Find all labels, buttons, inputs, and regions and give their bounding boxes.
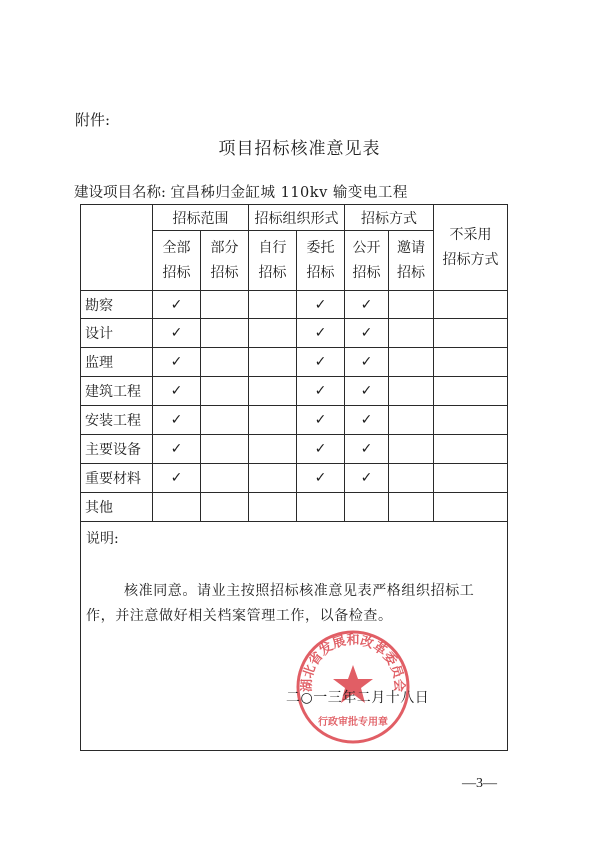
approval-date: 二○一三年二月十八日 bbox=[286, 690, 430, 706]
check-mark-icon: ✓ bbox=[170, 354, 183, 370]
row-mark-cell bbox=[153, 435, 201, 464]
row-mark-cell bbox=[297, 493, 345, 522]
row-mark-cell bbox=[153, 464, 201, 493]
seal-arc-text: 湖北省发展和改革委员会 bbox=[299, 633, 407, 693]
row-mark-cell bbox=[345, 348, 389, 377]
row-mark-cell bbox=[249, 377, 297, 406]
row-mark-cell bbox=[345, 319, 389, 348]
header-self-line1: 自行 bbox=[258, 239, 287, 256]
check-mark-icon: ✓ bbox=[314, 412, 327, 428]
row-mark-cell bbox=[389, 291, 434, 319]
row-item-name: 安装工程 bbox=[81, 406, 153, 435]
row-mark-cell bbox=[389, 348, 434, 377]
row-item-name: 其他 bbox=[81, 493, 153, 522]
header-no-bidding bbox=[434, 205, 508, 291]
check-mark-icon: ✓ bbox=[170, 470, 183, 486]
row-mark-cell bbox=[345, 464, 389, 493]
table-row bbox=[81, 348, 508, 377]
header-self-bidding bbox=[249, 231, 297, 291]
row-mark-cell bbox=[153, 291, 201, 319]
row-mark-cell bbox=[297, 435, 345, 464]
approval-table bbox=[80, 204, 508, 751]
row-mark-cell bbox=[345, 291, 389, 319]
row-mark-cell bbox=[434, 435, 508, 464]
project-name-value: 宜昌秭归金缸城 110kv 输变电工程 bbox=[170, 185, 408, 201]
row-mark-cell bbox=[389, 435, 434, 464]
header-invited-line2: 招标 bbox=[397, 264, 425, 281]
row-item-name: 设计 bbox=[81, 319, 153, 348]
row-item-name: 建筑工程 bbox=[81, 377, 153, 406]
row-mark-cell bbox=[201, 348, 249, 377]
check-mark-icon: ✓ bbox=[360, 354, 373, 370]
row-mark-cell bbox=[345, 493, 389, 522]
attachment-label: 附件: bbox=[75, 111, 111, 129]
header-partial-line2: 招标 bbox=[210, 264, 239, 281]
check-mark-icon: ✓ bbox=[360, 470, 373, 486]
row-mark-cell bbox=[201, 493, 249, 522]
remarks-cell bbox=[81, 522, 508, 751]
check-mark-icon: ✓ bbox=[170, 441, 183, 457]
header-entrusted-bidding bbox=[297, 231, 345, 291]
check-mark-icon: ✓ bbox=[314, 296, 327, 313]
row-mark-cell bbox=[297, 348, 345, 377]
row-mark-cell bbox=[434, 493, 508, 522]
row-mark-cell bbox=[249, 435, 297, 464]
row-mark-cell bbox=[434, 319, 508, 348]
project-name-label: 建设项目名称: bbox=[74, 185, 166, 201]
row-mark-cell bbox=[389, 464, 434, 493]
check-mark-icon: ✓ bbox=[360, 412, 373, 428]
row-mark-cell bbox=[434, 291, 508, 319]
row-mark-cell bbox=[389, 377, 434, 406]
remarks-text-line1: 核准同意。请业主按照招标核准意见表严格组织招标工 bbox=[124, 583, 475, 599]
table-row bbox=[81, 464, 508, 493]
check-mark-icon: ✓ bbox=[314, 325, 327, 341]
table-row bbox=[81, 406, 508, 435]
table-row bbox=[81, 493, 508, 522]
row-mark-cell bbox=[297, 319, 345, 348]
row-mark-cell bbox=[389, 319, 434, 348]
header-scope: 招标范围 bbox=[153, 205, 249, 231]
row-mark-cell bbox=[434, 348, 508, 377]
row-mark-cell bbox=[201, 435, 249, 464]
row-mark-cell bbox=[153, 377, 201, 406]
row-item-name: 重要材料 bbox=[81, 464, 153, 493]
row-mark-cell bbox=[201, 377, 249, 406]
remarks-text-line2: 作，并注意做好相关档案管理工作，以备检查。 bbox=[86, 608, 393, 624]
row-mark-cell bbox=[249, 493, 297, 522]
check-mark-icon: ✓ bbox=[170, 412, 183, 428]
row-mark-cell bbox=[153, 493, 201, 522]
table-row bbox=[81, 435, 508, 464]
row-mark-cell bbox=[297, 291, 345, 319]
row-mark-cell bbox=[249, 406, 297, 435]
row-mark-cell bbox=[297, 406, 345, 435]
check-mark-icon: ✓ bbox=[170, 296, 183, 313]
table-row bbox=[81, 291, 508, 319]
header-organization-form: 招标组织形式 bbox=[249, 205, 345, 231]
check-mark-icon: ✓ bbox=[314, 383, 327, 399]
row-mark-cell bbox=[249, 319, 297, 348]
row-mark-cell bbox=[201, 406, 249, 435]
row-mark-cell bbox=[345, 435, 389, 464]
check-mark-icon: ✓ bbox=[314, 354, 327, 370]
row-mark-cell bbox=[249, 348, 297, 377]
seal-bottom-text: 行政审批专用章 bbox=[318, 717, 388, 728]
table-row bbox=[81, 377, 508, 406]
row-mark-cell bbox=[345, 406, 389, 435]
row-mark-cell bbox=[249, 464, 297, 493]
row-mark-cell bbox=[201, 291, 249, 319]
check-mark-icon: ✓ bbox=[360, 296, 373, 313]
table-row bbox=[81, 319, 508, 348]
remarks-label: 说明: bbox=[86, 531, 119, 547]
row-mark-cell bbox=[249, 291, 297, 319]
check-mark-icon: ✓ bbox=[360, 325, 373, 341]
row-mark-cell bbox=[389, 493, 434, 522]
check-mark-icon: ✓ bbox=[314, 470, 327, 486]
row-item-name: 监理 bbox=[81, 348, 153, 377]
form-title: 项目招标核准意见表 bbox=[218, 139, 381, 159]
check-mark-icon: ✓ bbox=[360, 441, 373, 457]
row-mark-cell bbox=[201, 464, 249, 493]
header-full-bidding bbox=[153, 231, 201, 291]
project-name-line bbox=[74, 181, 408, 202]
check-mark-icon: ✓ bbox=[360, 383, 373, 399]
row-mark-cell bbox=[297, 377, 345, 406]
header-entrusted-line1: 委托 bbox=[306, 239, 335, 256]
row-mark-cell bbox=[201, 319, 249, 348]
header-open-line1: 公开 bbox=[352, 239, 381, 256]
header-no-bidding-line1: 不采用 bbox=[449, 226, 492, 243]
header-invited-line1: 邀请 bbox=[397, 239, 425, 256]
check-mark-icon: ✓ bbox=[314, 441, 327, 457]
row-item-name: 勘察 bbox=[81, 291, 153, 319]
row-item-name: 主要设备 bbox=[81, 435, 153, 464]
row-mark-cell bbox=[389, 406, 434, 435]
header-partial-bidding bbox=[201, 231, 249, 291]
row-mark-cell bbox=[345, 377, 389, 406]
row-mark-cell bbox=[434, 464, 508, 493]
header-open-line2: 招标 bbox=[352, 264, 381, 281]
row-mark-cell bbox=[153, 319, 201, 348]
header-self-line2: 招标 bbox=[258, 264, 287, 281]
row-mark-cell bbox=[153, 406, 201, 435]
corner-cell bbox=[81, 205, 153, 291]
row-mark-cell bbox=[153, 348, 201, 377]
check-mark-icon: ✓ bbox=[170, 325, 183, 341]
row-mark-cell bbox=[297, 464, 345, 493]
header-partial-line1: 部分 bbox=[210, 239, 239, 256]
header-full-line1: 全部 bbox=[162, 239, 191, 256]
row-mark-cell bbox=[434, 406, 508, 435]
check-mark-icon: ✓ bbox=[170, 383, 183, 399]
header-bidding-method: 招标方式 bbox=[345, 205, 434, 231]
header-no-bidding-line2: 招标方式 bbox=[442, 251, 499, 268]
header-full-line2: 招标 bbox=[162, 264, 191, 281]
row-mark-cell bbox=[434, 377, 508, 406]
header-open-bidding bbox=[345, 231, 389, 291]
header-invited-bidding bbox=[389, 231, 434, 291]
page-number: —3— bbox=[462, 776, 497, 791]
header-entrusted-line2: 招标 bbox=[306, 264, 335, 281]
